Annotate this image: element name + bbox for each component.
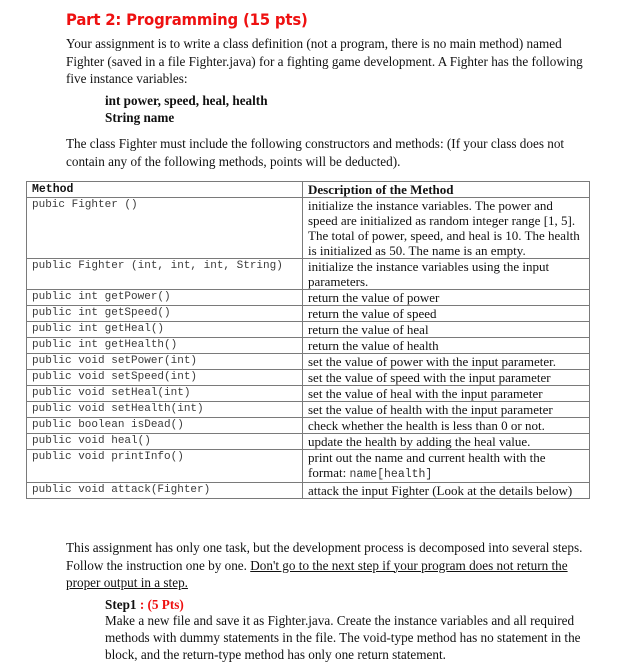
- description-cell: [303, 450, 590, 483]
- method-cell: public int getPower(): [27, 290, 303, 306]
- table-row: [27, 259, 590, 290]
- method-cell: public void setSpeed(int): [27, 370, 303, 386]
- method-cell: public void attack(Fighter): [27, 483, 303, 499]
- description-cell: initialize the instance variables. The power and speed are initialized as random integer range [1, 5]. The total of power, speed, and heal is 10. The health is initialized as 50. The name is an empty.: [303, 198, 590, 259]
- table-row: [27, 322, 590, 338]
- column-header-description: Description of the Method: [303, 182, 590, 198]
- method-cell: pubic Fighter (): [27, 198, 303, 259]
- task-paragraph: [66, 539, 586, 592]
- description-cell: initialize the instance variables using the input parameters.: [303, 259, 590, 290]
- description-cell: set the value of power with the input parameter.: [303, 354, 590, 370]
- page-title: Part 2: Programming (15 pts): [66, 10, 308, 29]
- intro-paragraph: Your assignment is to write a class definition (not a program, there is no main method) named Fighter (saved in a file Fighter.java) for a fighting game development. A Fighter has the following five instance variables:: [66, 36, 583, 87]
- column-header-method: Method: [27, 182, 303, 198]
- description-cell: return the value of heal: [303, 322, 590, 338]
- step1-label: Step1: [105, 597, 137, 612]
- step1-points: (5 Pts): [147, 597, 184, 612]
- table-row: [27, 450, 590, 483]
- method-cell: public int getSpeed(): [27, 306, 303, 322]
- method-cell: public Fighter (int, int, int, String): [27, 259, 303, 290]
- method-cell: public int getHeal(): [27, 322, 303, 338]
- task-text: This assignment has only one task, but the development process is decomposed into several steps. Follow the instruction one by one.: [66, 540, 583, 573]
- table-row: [27, 354, 590, 370]
- method-cell: public boolean isDead(): [27, 418, 303, 434]
- description-cell: update the health by adding the heal value.: [303, 434, 590, 450]
- table-header-row: [27, 182, 590, 198]
- description-cell: return the value of speed: [303, 306, 590, 322]
- table-row: [27, 338, 590, 354]
- step1-separator: :: [136, 597, 148, 612]
- instance-variables-int: int power, speed, heal, health: [105, 93, 268, 108]
- step1-heading: [105, 597, 184, 613]
- table-row: [27, 290, 590, 306]
- description-cell: return the value of power: [303, 290, 590, 306]
- description-cell: attack the input Fighter (Look at the details below): [303, 483, 590, 499]
- description-cell: check whether the health is less than 0 or not.: [303, 418, 590, 434]
- task-warning-underlined: Don't go to the next step if your program does not return the proper output in a step.: [66, 557, 568, 591]
- method-cell: public void printInfo(): [27, 450, 303, 483]
- instance-variables: [105, 92, 268, 126]
- method-cell: public int getHealth(): [27, 338, 303, 354]
- table-row: [27, 434, 590, 450]
- description-cell: return the value of health: [303, 338, 590, 354]
- format-label: format:: [308, 465, 350, 480]
- table-row: [27, 370, 590, 386]
- requirements-paragraph: The class Fighter must include the following constructors and methods: (If your class does not contain any of the following methods, points will be deducted).: [66, 136, 565, 169]
- table-row: [27, 483, 590, 499]
- method-cell: public void setHealth(int): [27, 402, 303, 418]
- table-row: [27, 418, 590, 434]
- table-row: [27, 306, 590, 322]
- methods-table: [26, 181, 590, 499]
- description-text: print out the name and current health with the: [308, 450, 546, 465]
- method-cell: public void setPower(int): [27, 354, 303, 370]
- table-row: [27, 386, 590, 402]
- instance-variables-string: String name: [105, 110, 175, 125]
- description-cell: set the value of speed with the input parameter: [303, 370, 590, 386]
- table-row: [27, 402, 590, 418]
- table-row: [27, 198, 590, 259]
- step1-body: Make a new file and save it as Fighter.java. Create the instance variables and all required methods with dummy statements in the file. The void-type method has no statement in the block, and the return-type method has only one return statement.: [105, 613, 581, 662]
- description-cell: set the value of health with the input parameter: [303, 402, 590, 418]
- description-cell: set the value of heal with the input parameter: [303, 386, 590, 402]
- format-code: name[health]: [349, 468, 433, 481]
- method-cell: public void heal(): [27, 434, 303, 450]
- method-cell: public void setHeal(int): [27, 386, 303, 402]
